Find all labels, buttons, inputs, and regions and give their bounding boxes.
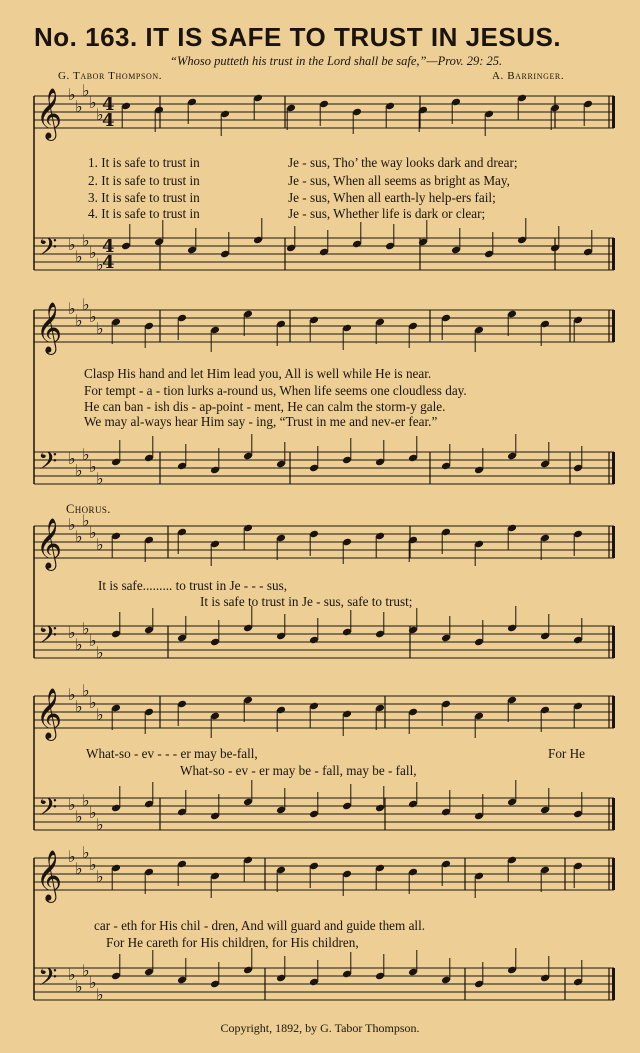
lyric-part: It is safe to trust in xyxy=(101,155,200,170)
flat-icon: ♭ xyxy=(75,247,83,266)
flat-icon: ♭ xyxy=(82,511,90,530)
flat-icon: ♭ xyxy=(68,235,76,254)
time-signature: 4 xyxy=(102,236,115,257)
time-signature: 4 xyxy=(102,110,115,131)
verse-line xyxy=(88,206,486,222)
epigraph: “Whoso putteth his trust in the Lord shall be safe,”—Prov. 29: 25. xyxy=(170,54,503,68)
verse-line xyxy=(88,190,496,206)
final-bar xyxy=(612,798,615,830)
final-bar xyxy=(612,238,615,270)
flat-icon: ♭ xyxy=(96,105,104,124)
flat-icon: ♭ xyxy=(82,295,90,314)
bass-clef-icon: 𝄢 xyxy=(38,447,58,482)
treble-clef-icon: 𝄞 xyxy=(36,302,63,353)
treble-clef-icon: 𝄞 xyxy=(36,518,63,569)
lyric-part: Je - sus, Whether life is dark or clear; xyxy=(288,206,486,221)
flat-icon: ♭ xyxy=(82,81,90,100)
time-signature: 4 xyxy=(102,94,115,115)
flat-icon: ♭ xyxy=(68,795,76,814)
final-bar xyxy=(612,858,615,890)
flat-icon: ♭ xyxy=(96,319,104,338)
flat-icon: ♭ xyxy=(68,299,76,318)
verse-number: 1. xyxy=(88,155,98,170)
flat-icon: ♭ xyxy=(68,85,76,104)
chorus-line: It is safe to trust in Je - sus, safe to trust; xyxy=(200,594,413,609)
flat-icon: ♭ xyxy=(89,631,97,650)
flat-icon: ♭ xyxy=(96,867,104,886)
treble-clef-icon: 𝄞 xyxy=(36,850,63,901)
flat-icon: ♭ xyxy=(89,973,97,992)
flat-icon: ♭ xyxy=(96,535,104,554)
flat-icon: ♭ xyxy=(75,461,83,480)
flat-icon: ♭ xyxy=(89,307,97,326)
chorus-label: Chorus. xyxy=(66,502,111,516)
flat-icon: ♭ xyxy=(82,843,90,862)
verse-line: For tempt - a - tion lurks a-round us, When life seems one cloudless day. xyxy=(84,383,467,398)
final-bar xyxy=(612,968,615,1000)
verse-number: 4. xyxy=(88,206,98,221)
flat-icon: ♭ xyxy=(89,457,97,476)
lyric-part: Je - sus, When all earth-ly help-ers fail; xyxy=(288,190,496,205)
verse-line: He can ban - ish dis - ap-point - ment, He can calm the storm-y gale. xyxy=(84,399,446,414)
lyric-part: It is safe to trust in xyxy=(101,190,200,205)
flat-icon: ♭ xyxy=(96,985,104,1004)
lyric-part: Je - sus, When all seems as bright as May, xyxy=(288,173,510,188)
flat-icon: ♭ xyxy=(75,635,83,654)
flat-icon: ♭ xyxy=(89,855,97,874)
bass-clef-icon: 𝄢 xyxy=(38,963,58,998)
flat-icon: ♭ xyxy=(75,97,83,116)
flat-icon: ♭ xyxy=(89,93,97,112)
flat-icon: ♭ xyxy=(68,449,76,468)
chorus-line: For He xyxy=(548,746,585,761)
copyright: Copyright, 1892, by G. Tabor Thompson. xyxy=(220,1021,420,1035)
verse-line: We may al-ways hear Him say - ing, “Trust in me and nev-er fear.” xyxy=(84,414,438,429)
treble-clef-icon: 𝄞 xyxy=(36,688,63,739)
final-bar xyxy=(612,310,615,342)
flat-icon: ♭ xyxy=(89,693,97,712)
flat-icon: ♭ xyxy=(96,705,104,724)
flat-icon: ♭ xyxy=(75,807,83,826)
flat-icon: ♭ xyxy=(89,243,97,262)
flat-icon: ♭ xyxy=(82,445,90,464)
lyric-part: Je - sus, Tho’ the way looks dark and drear; xyxy=(288,155,518,170)
final-bar xyxy=(612,526,615,558)
composer-credit: A. Barringer. xyxy=(492,70,565,82)
lyricist-credit: G. Tabor Thompson. xyxy=(58,70,163,82)
lyric-part: It is safe to trust in xyxy=(101,173,200,188)
flat-icon: ♭ xyxy=(68,965,76,984)
final-bar xyxy=(612,696,615,728)
final-bar xyxy=(612,626,615,658)
flat-icon: ♭ xyxy=(68,685,76,704)
bass-clef-icon: 𝄢 xyxy=(38,621,58,656)
hymn-title: No. 163. IT IS SAFE TO TRUST IN JESUS. xyxy=(34,22,562,52)
flat-icon: ♭ xyxy=(89,523,97,542)
flat-icon: ♭ xyxy=(96,255,104,274)
flat-icon: ♭ xyxy=(89,803,97,822)
flat-icon: ♭ xyxy=(75,527,83,546)
lyric-part: It is safe to trust in xyxy=(101,206,200,221)
flat-icon: ♭ xyxy=(82,681,90,700)
flat-icon: ♭ xyxy=(68,847,76,866)
flat-icon: ♭ xyxy=(96,815,104,834)
bass-clef-icon: 𝄢 xyxy=(38,233,58,268)
flat-icon: ♭ xyxy=(75,697,83,716)
flat-icon: ♭ xyxy=(82,619,90,638)
final-bar xyxy=(612,452,615,484)
time-signature: 4 xyxy=(102,252,115,273)
verse-line xyxy=(88,173,510,189)
treble-clef-icon: 𝄞 xyxy=(36,88,63,139)
bass-clef-icon: 𝄢 xyxy=(38,793,58,828)
flat-icon: ♭ xyxy=(82,791,90,810)
chorus-line: car - eth for His chil - dren, And will guard and guide them all. xyxy=(94,918,426,933)
flat-icon: ♭ xyxy=(96,469,104,488)
flat-icon: ♭ xyxy=(68,623,76,642)
chorus-line: For He careth for His children, for His children, xyxy=(106,935,359,950)
flat-icon: ♭ xyxy=(82,961,90,980)
final-bar xyxy=(612,96,615,128)
verse-number: 3. xyxy=(88,190,98,205)
chorus-line: What-so - ev - er may be - fall, may be - fall, xyxy=(180,763,417,778)
chorus-line: It is safe......... to trust in Je - - - sus, xyxy=(98,578,287,593)
flat-icon: ♭ xyxy=(75,977,83,996)
flat-icon: ♭ xyxy=(96,643,104,662)
flat-icon: ♭ xyxy=(82,231,90,250)
flat-icon: ♭ xyxy=(68,515,76,534)
flat-icon: ♭ xyxy=(75,859,83,878)
verse-line: Clasp His hand and let Him lead you, All is well while He is near. xyxy=(84,366,432,381)
verse-line xyxy=(88,155,518,171)
flat-icon: ♭ xyxy=(75,311,83,330)
verse-number: 2. xyxy=(88,173,98,188)
chorus-line: What-so - ev - - - er may be-fall, xyxy=(86,746,258,761)
